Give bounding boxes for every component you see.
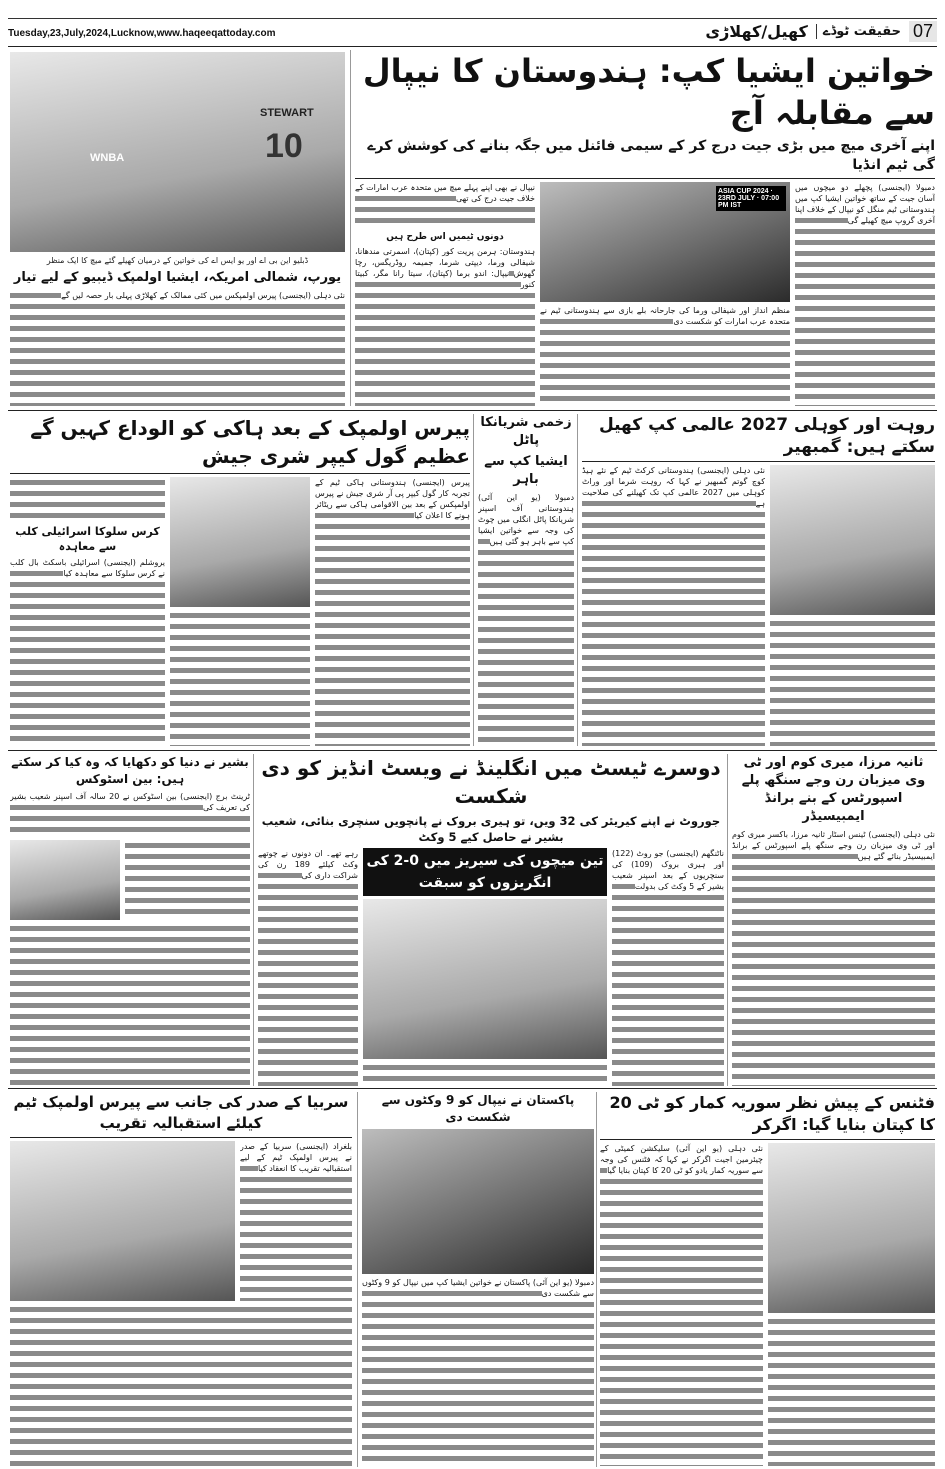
article-gambhir xyxy=(582,414,935,746)
article-body: نئی دہلی (ایجنسی) پیرس اولمپکس میں کئی ممالک کے کھلاڑی پہلی بار حصہ لیں گے xyxy=(10,290,345,406)
image-badge: ASIA CUP 2024 · 23RD JULY · 07:00 PM IST xyxy=(716,186,786,211)
serbia-team-photo xyxy=(10,1141,235,1301)
article-england xyxy=(258,754,724,1086)
agarkar-photo xyxy=(768,1143,935,1313)
article-body xyxy=(363,1062,607,1086)
gambhir-photo xyxy=(770,465,935,615)
stokes-bashir-photo xyxy=(10,840,120,920)
article-body: رہے تھے۔ ان دونوں نے چوتھے وکٹ کیلئے 189 رن کی شراکت داری کی xyxy=(258,848,358,1086)
headline: یورپ، شمالی امریکہ، ایشیا اولمپک ڈیبیو کے لیے تیار xyxy=(13,270,342,285)
article-sreejesh xyxy=(10,414,470,746)
article-body: نئی دہلی (یو این آئی) سلیکشن کمیٹی کے چیئرمین اجیت اگرکر نے کہا کہ فٹنس کی وجہ سے سوریہ کمار یادو کو ٹی 20 کا کپتان بنایا گیا xyxy=(600,1143,763,1466)
article-bashir xyxy=(10,754,250,1086)
divider xyxy=(10,473,470,474)
article-body: بلغراد (ایجنسی) سربیا کے صدر نے پیرس اولمپک ٹیم کے لیے استقبالیہ تقریب کا انعقاد کیا xyxy=(240,1141,352,1301)
column-rule xyxy=(350,50,351,406)
article-body xyxy=(10,923,250,1086)
article-body: منظم انداز اور شیفالی ورما کی جارحانہ بلے بازی سے ہندوستانی ٹیم نے متحدہ عرب امارات کو شکست دی xyxy=(540,305,790,406)
column-rule xyxy=(473,414,474,746)
divider xyxy=(582,461,935,462)
headline: دوسرے ٹیسٹ میں انگلینڈ نے ویسٹ انڈیز کو دی شکست xyxy=(261,756,721,808)
article-shreyanka xyxy=(478,414,574,746)
divider xyxy=(8,1088,937,1089)
masthead-right xyxy=(705,21,937,42)
sreejesh-photo xyxy=(170,477,310,607)
headline: بشیر نے دنیا کو دکھایا کہ وہ کیا کر سکتے ہیں: بین اسٹوکس xyxy=(11,755,249,786)
article-body: نیپال نے بھی اپنے پہلے میچ میں متحدہ عرب امارات کے خلاف جیت درج کی تھی xyxy=(355,182,535,228)
jersey-logo: WNBA xyxy=(90,152,125,164)
article-body: دمبولا (یو این آئی) پاکستان نے خواتین ایشیا کپ میں نیپال کو 9 وکٹوں سے شکست دی xyxy=(362,1277,594,1466)
article-body: نئی دہلی (ایجنسی) ہندوستانی کرکٹ ٹیم کے نئے ہیڈ کوچ گوتم گمبھیر نے کہا کہ روہت شرما اور وراٹ کوہلی میں 2027 عالمی کپ تک کھیلنے کی صلاحیت ہے xyxy=(582,465,765,746)
article-olympic-debut xyxy=(10,52,345,406)
paper-name: حقیقت ٹوڈے xyxy=(816,24,901,39)
article-asia-cup xyxy=(355,50,935,406)
article-body: ناٹنگھم (ایجنسی) جو روٹ (122) اور ہیری بروک (109) کی سنچریوں کے بعد اسپنر شعیب بشیر کے 5 وکٹ کی بدولت xyxy=(612,848,724,1086)
article-agarkar xyxy=(600,1092,935,1466)
main-headline: خواتین ایشیا کپ: ہندوستان کا نیپال سے مقابلہ آج xyxy=(362,52,935,132)
headline: سربیا کے صدر کی جانب سے پیرس اولمپک ٹیم کیلئے استقبالیہ تقریب xyxy=(13,1093,349,1132)
section-title: کھیل/کھلاڑی xyxy=(705,22,808,41)
headline: پیرس اولمپک کے بعد ہاکی کو الوداع کہیں گے عظیم گول کیپر شری جیش xyxy=(30,416,470,468)
photo-banner: تین میچوں کی سیریز میں 0-2 کی انگریزوں کو سبقت xyxy=(363,848,607,896)
headline: فٹنس کے پیش نظر سوریہ کمار کو ٹی 20 کا کپتان بنایا گیا: اگرکر xyxy=(609,1093,935,1134)
subheadline: جوروٹ نے اپنے کیریئر کی 32 ویں، تو ہیری بروک نے پانچویں سنچری بنائی، شعیب بشیر نے حاصل کیے 5 وکٹ xyxy=(261,814,721,844)
column-rule xyxy=(577,414,578,746)
article-body xyxy=(770,618,935,746)
page-number: 07 xyxy=(909,21,937,42)
article-body xyxy=(10,1304,352,1466)
england-team-photo xyxy=(363,899,607,1059)
article-body: نئی دہلی (ایجنسی) ٹینس اسٹار ثانیہ مرزا، باکسر میری کوم اور ٹی وی میزبان رن وجے سنگھ پلے اسپورٹس کے برانڈ ایمبیسیڈر بنائے گئے ہیں xyxy=(732,829,935,1086)
squads-list: ہندوستان: ہرمن پریت کور (کپتان)، اسمرتی مندھانا، شیفالی ورما، دیپتی شرما، جمیمہ روڈریگس، رچا گھوش نیپال: اندو برما (کپتان)، سیتا رانا مگر، کبیتا کنور xyxy=(355,246,535,406)
date-line: Tuesday,23,July,2024,Lucknow,www.haqeeqattoday.com xyxy=(8,28,276,39)
article-body: دمبولا (ایجنسی) پچھلے دو میچوں میں آسان جیت کے ساتھ خواتین ایشیا کپ میں ہندوستانی ٹیم منگل کو نیپال کے خلاف اپنا آخری گروپ میچ کھیلے گی xyxy=(795,182,935,406)
article-body xyxy=(10,477,165,521)
photo-caption: ڈبلیو این بی اے اور یو ایس اے کی خواتین کے درمیان کھیلے گئے میچ کا ایک منظر xyxy=(46,256,309,265)
squads-heading: دونوں ٹیمیں اس طرح ہیں xyxy=(386,232,504,242)
divider xyxy=(8,410,937,411)
column-rule xyxy=(253,754,254,1086)
headline: پاکستان نے نیپال کو 9 وکٹوں سے شکست دی xyxy=(381,1093,575,1124)
article-body xyxy=(125,840,250,920)
main-subheadline: اپنے آخری میچ میں بڑی جیت درج کر کے سیمی فائنل میں جگہ بنانے کی کوشش کرے گی ٹیم انڈیا xyxy=(367,138,935,173)
article-body: دمبولا (یو این آئی) ہندوستانی آف اسپنر شریانکا پاٹل انگلی میں چوٹ کی وجہ سے خواتین ایشیا کپ سے باہر ہو گئی ہیں xyxy=(478,492,574,746)
article-serbia xyxy=(10,1092,352,1466)
divider xyxy=(600,1139,935,1140)
article-body: ٹرینٹ برج (ایجنسی) بین اسٹوکس نے 20 سالہ آف اسپنر شعیب بشیر کی تعریف کی xyxy=(10,791,250,837)
column-rule xyxy=(357,1092,358,1467)
headline: ثانیہ مرزا، میری کوم اور ٹی وی میزبان رن وجے سنگھ پلے اسپورٹس کے بنے برانڈ ایمبیسیڈر xyxy=(741,755,926,824)
article-body: پیرس (ایجنسی) ہندوستانی ہاکی ٹیم کے تجربہ کار گول کیپر پی آر شری جیش نے پیرس اولمپکس کے بعد بین الاقوامی ہاکی سے ریٹائر ہونے کا اعلان کیا xyxy=(315,477,470,746)
article-body: یروشلم (ایجنسی) اسرائیلی باسکٹ بال کلب نے کرس سلوکا سے معاہدہ کیا xyxy=(10,557,165,746)
headline: روہت اور کوہلی 2027 عالمی کپ کھیل سکتے ہیں: گمبھیر xyxy=(598,415,935,457)
jersey-name: STEWART xyxy=(260,107,314,119)
article-body xyxy=(170,610,310,746)
jersey-number: 10 xyxy=(265,127,303,165)
divider xyxy=(8,750,937,751)
pakistan-team-photo xyxy=(362,1129,594,1274)
article-sania xyxy=(732,754,935,1086)
cricket-players-photo xyxy=(540,182,790,302)
basketball-photo xyxy=(10,52,345,252)
divider xyxy=(8,46,937,47)
sub-headline: کرس سلوکا اسرائیلی کلب سے معاہدہ xyxy=(15,525,160,553)
article-pakistan xyxy=(362,1092,594,1466)
header-rule xyxy=(8,18,937,19)
article-body xyxy=(768,1316,935,1466)
column-rule xyxy=(596,1092,597,1467)
column-rule xyxy=(727,754,728,1086)
divider xyxy=(355,178,935,179)
divider xyxy=(10,1137,352,1138)
headline-line-1: زخمی شریانکا پاٹل xyxy=(480,415,572,448)
headline-line-2: ایشیا کپ سے باہر xyxy=(484,454,568,487)
